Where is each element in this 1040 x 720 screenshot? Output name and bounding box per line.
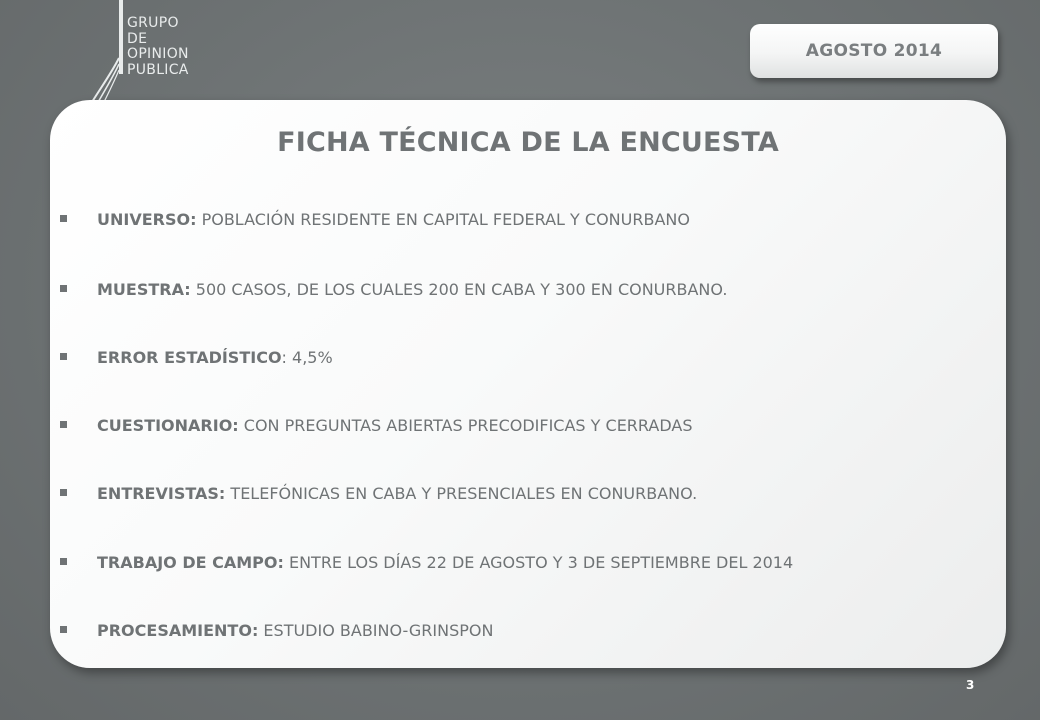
item-text: POBLACIÓN RESIDENTE EN CAPITAL FEDERAL Y CONURBANO [196,210,690,229]
bullet-icon [60,215,67,222]
list-item [60,280,727,299]
bullet-icon [60,285,67,292]
item-label: PROCESAMIENTO: [97,621,259,640]
item-label: ERROR ESTADÍSTICO [97,348,282,367]
list-item [60,348,333,367]
item-label: TRABAJO DE CAMPO: [97,553,284,572]
list-item [60,484,697,503]
item-text: CON PREGUNTAS ABIERTAS PRECODIFICAS Y CERRADAS [238,416,693,435]
item-text: 500 CASOS, DE LOS CUALES 200 EN CABA Y 300 EN CONURBANO. [190,280,728,299]
bullet-icon [60,558,67,565]
item-label: MUESTRA: [97,280,191,299]
item-text: TELEFÓNICAS EN CABA Y PRESENCIALES EN CONURBANO. [225,484,698,503]
item-text: ENTRE LOS DÍAS 22 DE AGOSTO Y 3 DE SEPTIEMBRE DEL 2014 [283,553,794,572]
item-text: ESTUDIO BABINO-GRINSPON [258,621,494,640]
date-label: AGOSTO 2014 [805,41,943,61]
date-badge [750,24,998,78]
logo-line: GRUPO [127,15,179,31]
content-card [50,100,1006,668]
bullet-icon [60,489,67,496]
logo-line: DE [127,30,148,47]
page-number: 3 [966,678,975,692]
item-label: CUESTIONARIO: [97,416,239,435]
list-item [60,621,493,640]
item-text: : 4,5% [281,348,333,367]
bullet-icon [60,626,67,633]
bullet-icon [60,421,67,428]
item-label: ENTREVISTAS: [97,484,226,503]
list-item [60,210,690,229]
bullet-icon [60,353,67,360]
logo-line: PUBLICA [127,61,189,78]
list-item [60,416,692,435]
page-title: FICHA TÉCNICA DE LA ENCUESTA [277,127,779,158]
logo [82,0,222,110]
logo-line: OPINION [127,46,189,62]
item-label: UNIVERSO: [97,210,197,229]
list-item [60,553,793,572]
logo-text [127,16,189,78]
